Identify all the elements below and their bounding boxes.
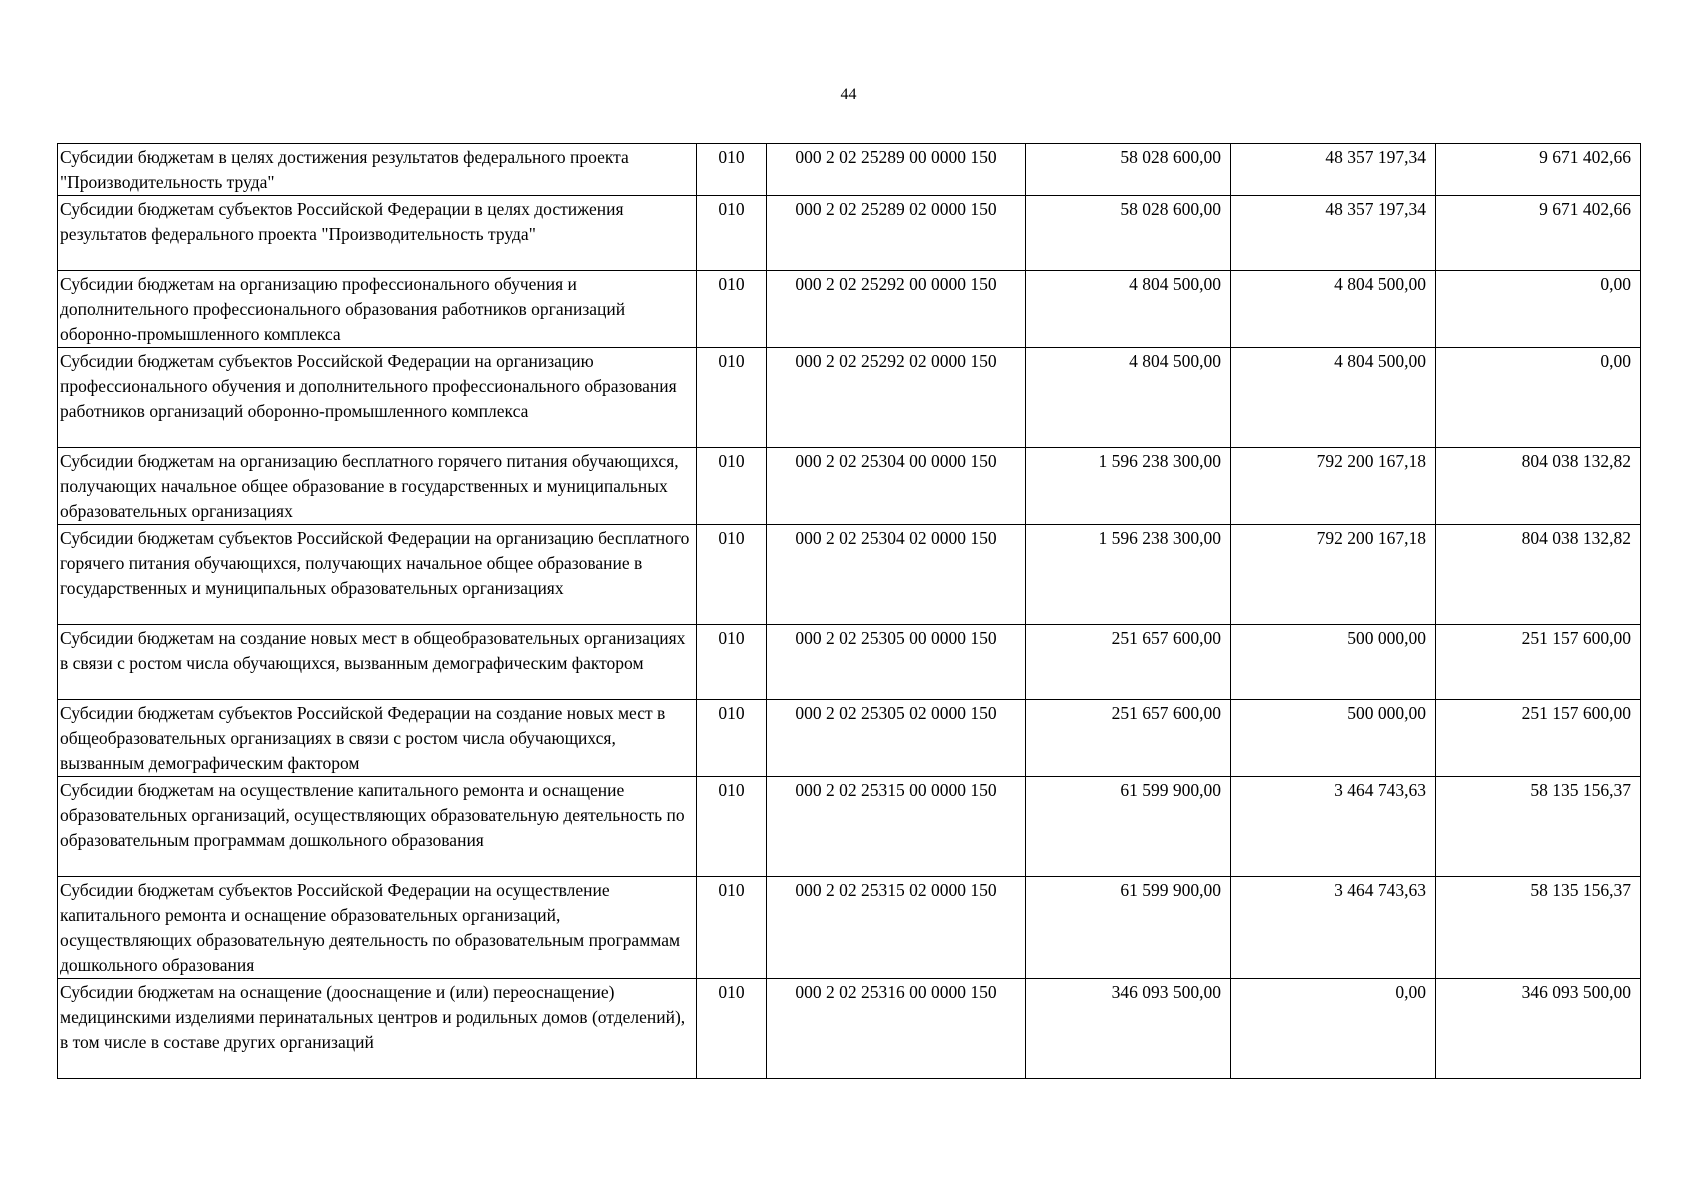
remaining-amount-cell: 9 671 402,66 bbox=[1436, 196, 1641, 271]
approved-amount-cell: 1 596 238 300,00 bbox=[1026, 525, 1231, 625]
executed-amount-cell: 792 200 167,18 bbox=[1231, 525, 1436, 625]
table-row bbox=[58, 448, 1641, 525]
admin-code-cell: 010 bbox=[697, 348, 767, 448]
remaining-amount-cell: 346 093 500,00 bbox=[1436, 979, 1641, 1079]
table-row bbox=[58, 625, 1641, 700]
remaining-amount-cell: 251 157 600,00 bbox=[1436, 700, 1641, 777]
budget-code-cell: 000 2 02 25315 00 0000 150 bbox=[767, 777, 1026, 877]
admin-code-cell: 010 bbox=[697, 777, 767, 877]
remaining-amount-cell: 58 135 156,37 bbox=[1436, 877, 1641, 979]
budget-code-cell: 000 2 02 25304 02 0000 150 bbox=[767, 525, 1026, 625]
budget-code-cell: 000 2 02 25292 00 0000 150 bbox=[767, 271, 1026, 348]
income-name-cell: Субсидии бюджетам субъектов Российской Федерации на организацию бесплатного горячего питания обучающихся, получающих начальное общее образование в государственных и муниципальных образовательных организациях bbox=[58, 525, 697, 625]
executed-amount-cell: 3 464 743,63 bbox=[1231, 877, 1436, 979]
table-row bbox=[58, 348, 1641, 448]
remaining-amount-cell: 0,00 bbox=[1436, 348, 1641, 448]
executed-amount-cell: 48 357 197,34 bbox=[1231, 144, 1436, 196]
remaining-amount-cell: 804 038 132,82 bbox=[1436, 525, 1641, 625]
approved-amount-cell: 4 804 500,00 bbox=[1026, 271, 1231, 348]
executed-amount-cell: 3 464 743,63 bbox=[1231, 777, 1436, 877]
income-name-cell: Субсидии бюджетам на осуществление капитального ремонта и оснащение образовательных организаций, осуществляющих образовательную деятельность по образовательным программам дошкольного образования bbox=[58, 777, 697, 877]
table-row bbox=[58, 144, 1641, 196]
budget-table bbox=[57, 143, 1641, 1079]
executed-amount-cell: 4 804 500,00 bbox=[1231, 348, 1436, 448]
remaining-amount-cell: 9 671 402,66 bbox=[1436, 144, 1641, 196]
executed-amount-cell: 500 000,00 bbox=[1231, 700, 1436, 777]
table-row bbox=[58, 271, 1641, 348]
table-row bbox=[58, 877, 1641, 979]
income-name-cell: Субсидии бюджетам на организацию профессионального обучения и дополнительного профессионального образования работников организаций оборонно-промышленного комплекса bbox=[58, 271, 697, 348]
admin-code-cell: 010 bbox=[697, 700, 767, 777]
approved-amount-cell: 251 657 600,00 bbox=[1026, 700, 1231, 777]
admin-code-cell: 010 bbox=[697, 625, 767, 700]
budget-code-cell: 000 2 02 25289 02 0000 150 bbox=[767, 196, 1026, 271]
remaining-amount-cell: 0,00 bbox=[1436, 271, 1641, 348]
income-name-cell: Субсидии бюджетам субъектов Российской Федерации в целях достижения результатов федерального проекта "Производительность труда" bbox=[58, 196, 697, 271]
admin-code-cell: 010 bbox=[697, 271, 767, 348]
executed-amount-cell: 500 000,00 bbox=[1231, 625, 1436, 700]
income-name-cell: Субсидии бюджетам на организацию бесплатного горячего питания обучающихся, получающих начальное общее образование в государственных и муниципальных образовательных организациях bbox=[58, 448, 697, 525]
income-name-cell: Субсидии бюджетам на создание новых мест в общеобразовательных организациях в связи с ростом числа обучающихся, вызванным демографическим фактором bbox=[58, 625, 697, 700]
executed-amount-cell: 792 200 167,18 bbox=[1231, 448, 1436, 525]
table-row bbox=[58, 777, 1641, 877]
remaining-amount-cell: 58 135 156,37 bbox=[1436, 777, 1641, 877]
income-name-cell: Субсидии бюджетам субъектов Российской Федерации на осуществление капитального ремонта и оснащение образовательных организаций, осуществляющих образовательную деятельность по образовательным программам дошкольного образования bbox=[58, 877, 697, 979]
approved-amount-cell: 58 028 600,00 bbox=[1026, 196, 1231, 271]
executed-amount-cell: 48 357 197,34 bbox=[1231, 196, 1436, 271]
approved-amount-cell: 1 596 238 300,00 bbox=[1026, 448, 1231, 525]
budget-code-cell: 000 2 02 25305 00 0000 150 bbox=[767, 625, 1026, 700]
executed-amount-cell: 0,00 bbox=[1231, 979, 1436, 1079]
remaining-amount-cell: 251 157 600,00 bbox=[1436, 625, 1641, 700]
approved-amount-cell: 61 599 900,00 bbox=[1026, 777, 1231, 877]
admin-code-cell: 010 bbox=[697, 979, 767, 1079]
budget-code-cell: 000 2 02 25305 02 0000 150 bbox=[767, 700, 1026, 777]
table-row bbox=[58, 525, 1641, 625]
table-row bbox=[58, 700, 1641, 777]
approved-amount-cell: 61 599 900,00 bbox=[1026, 877, 1231, 979]
budget-code-cell: 000 2 02 25292 02 0000 150 bbox=[767, 348, 1026, 448]
executed-amount-cell: 4 804 500,00 bbox=[1231, 271, 1436, 348]
admin-code-cell: 010 bbox=[697, 525, 767, 625]
budget-code-cell: 000 2 02 25304 00 0000 150 bbox=[767, 448, 1026, 525]
admin-code-cell: 010 bbox=[697, 877, 767, 979]
table-row bbox=[58, 979, 1641, 1079]
approved-amount-cell: 346 093 500,00 bbox=[1026, 979, 1231, 1079]
admin-code-cell: 010 bbox=[697, 448, 767, 525]
income-name-cell: Субсидии бюджетам субъектов Российской Федерации на создание новых мест в общеобразовательных организациях в связи с ростом числа обучающихся, вызванным демографическим фактором bbox=[58, 700, 697, 777]
budget-code-cell: 000 2 02 25316 00 0000 150 bbox=[767, 979, 1026, 1079]
admin-code-cell: 010 bbox=[697, 196, 767, 271]
income-name-cell: Субсидии бюджетам на оснащение (дооснащение и (или) переоснащение) медицинскими изделиями перинатальных центров и родильных домов (отделений), в том числе в составе других организаций bbox=[58, 979, 697, 1079]
remaining-amount-cell: 804 038 132,82 bbox=[1436, 448, 1641, 525]
approved-amount-cell: 4 804 500,00 bbox=[1026, 348, 1231, 448]
income-name-cell: Субсидии бюджетам субъектов Российской Федерации на организацию профессионального обучения и дополнительного профессионального образования работников организаций оборонно-промышленного комплекса bbox=[58, 348, 697, 448]
page-number: 44 bbox=[840, 86, 857, 103]
approved-amount-cell: 58 028 600,00 bbox=[1026, 144, 1231, 196]
admin-code-cell: 010 bbox=[697, 144, 767, 196]
income-name-cell: Субсидии бюджетам в целях достижения результатов федерального проекта "Производительность труда" bbox=[58, 144, 697, 196]
budget-code-cell: 000 2 02 25315 02 0000 150 bbox=[767, 877, 1026, 979]
approved-amount-cell: 251 657 600,00 bbox=[1026, 625, 1231, 700]
budget-code-cell: 000 2 02 25289 00 0000 150 bbox=[767, 144, 1026, 196]
table-row bbox=[58, 196, 1641, 271]
